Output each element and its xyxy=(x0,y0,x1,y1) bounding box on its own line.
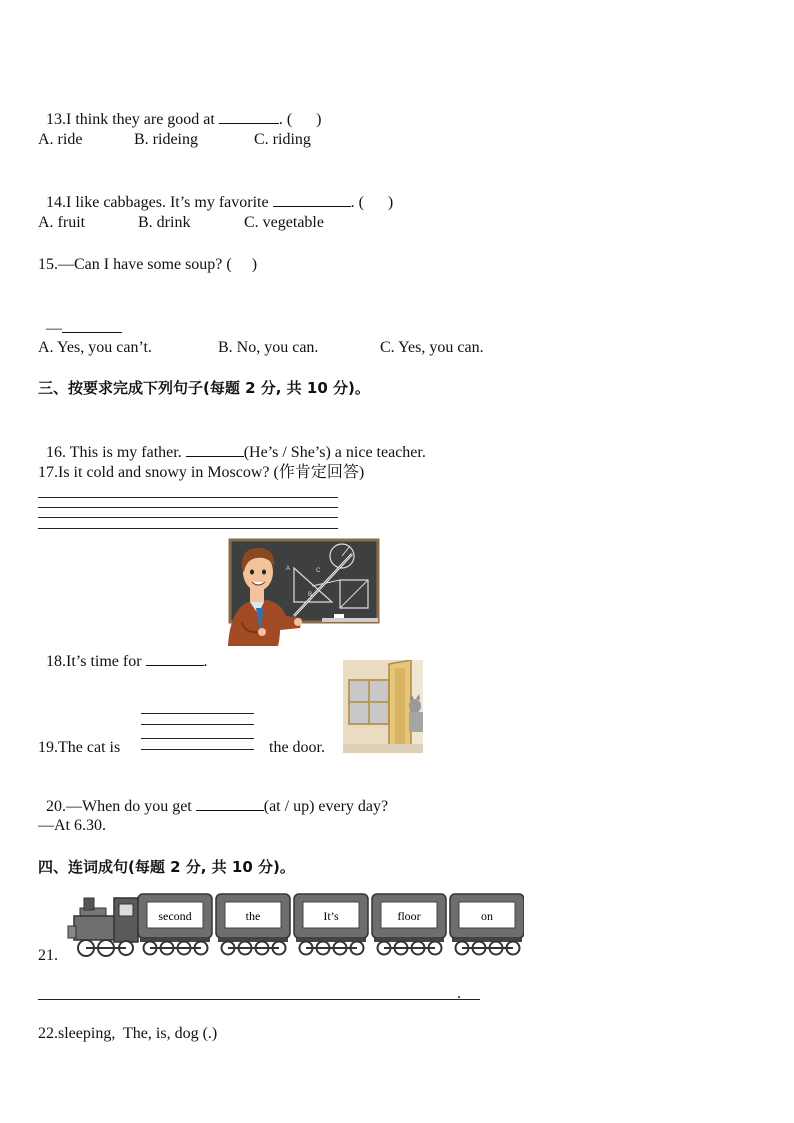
option-c: C. vegetable xyxy=(244,214,324,231)
section-3-title: 三、按要求完成下列句子(每题 2 分, 共 10 分)。 xyxy=(38,379,370,397)
train-wagon xyxy=(294,894,368,955)
question-15: 15.—Can I have some soup? ( ) xyxy=(38,256,258,273)
word-card: second xyxy=(158,909,192,923)
writing-line[interactable] xyxy=(38,497,338,498)
answer-blank[interactable] xyxy=(273,191,351,207)
question-20-stem: 20.—When do you get xyxy=(46,798,196,815)
question-13-bracket: . ( ) xyxy=(278,111,322,128)
train-wagon xyxy=(138,894,212,955)
answer-blank[interactable] xyxy=(196,795,264,811)
question-14 xyxy=(38,171,393,213)
answer-line[interactable] xyxy=(38,999,480,1000)
teacher-blackboard-illustration xyxy=(224,538,380,648)
word-card: It’s xyxy=(323,909,339,923)
svg-text:A: A xyxy=(286,566,291,572)
question-18 xyxy=(38,630,208,672)
writing-line[interactable] xyxy=(38,517,338,518)
option-b: B. rideing xyxy=(134,131,198,148)
answer-line-period: . xyxy=(457,985,461,1002)
svg-text:C: C xyxy=(316,568,321,574)
answer-blank[interactable] xyxy=(186,441,244,457)
word-train-illustration xyxy=(64,892,524,962)
reply-line xyxy=(38,297,122,339)
writing-line[interactable] xyxy=(141,738,254,739)
question-14-stem: 14.I like cabbages. It’s my favorite xyxy=(46,194,273,211)
option-a: A. Yes, you can’t. xyxy=(38,339,152,356)
question-16 xyxy=(38,421,426,463)
train-wagon xyxy=(450,894,524,955)
writing-line[interactable] xyxy=(141,749,254,750)
question-20-answer: —At 6.30. xyxy=(38,817,106,834)
locomotive-icon xyxy=(68,898,138,956)
question-19-end: the door. xyxy=(269,739,325,756)
svg-text:B: B xyxy=(308,592,313,598)
question-18-end: . xyxy=(203,653,208,670)
question-13-stem: 13.I think they are good at xyxy=(46,111,219,128)
question-20-hint: (at / up) every day? xyxy=(263,798,389,815)
question-13 xyxy=(38,88,322,130)
train-wagon xyxy=(372,894,446,955)
option-b: B. drink xyxy=(138,214,191,231)
option-a: A. fruit xyxy=(38,214,86,231)
reply-dash: — xyxy=(46,320,62,337)
writing-line[interactable] xyxy=(141,713,254,714)
cat-behind-door-illustration xyxy=(343,660,423,753)
option-c: C. Yes, you can. xyxy=(380,339,484,356)
option-a: A. ride xyxy=(38,131,83,148)
word-card: on xyxy=(481,909,493,923)
word-card: the xyxy=(245,909,261,923)
option-b: B. No, you can. xyxy=(218,339,319,356)
writing-line[interactable] xyxy=(38,507,338,508)
question-21-number: 21. xyxy=(38,947,58,964)
answer-blank[interactable] xyxy=(146,650,204,666)
answer-blank[interactable] xyxy=(219,108,279,124)
question-22: 22.sleeping, The, is, dog (.) xyxy=(38,1025,218,1042)
option-c: C. riding xyxy=(254,131,311,148)
writing-line[interactable] xyxy=(38,528,338,529)
question-16-hint: (He’s / She’s) a nice teacher. xyxy=(243,444,426,461)
answer-blank[interactable] xyxy=(62,317,122,333)
question-18-stem: 18.It’s time for xyxy=(46,653,146,670)
question-20 xyxy=(38,775,388,817)
writing-line[interactable] xyxy=(141,724,254,725)
word-card: floor xyxy=(397,909,421,923)
question-17: 17.Is it cold and snowy in Moscow? (作肯定回答) xyxy=(38,464,365,481)
question-19-stem: 19.The cat is xyxy=(38,739,121,756)
question-14-bracket: . ( ) xyxy=(350,194,394,211)
section-4-title: 四、连词成句(每题 2 分, 共 10 分)。 xyxy=(38,858,295,876)
question-16-stem: 16. This is my father. xyxy=(46,444,186,461)
train-wagon xyxy=(216,894,290,955)
